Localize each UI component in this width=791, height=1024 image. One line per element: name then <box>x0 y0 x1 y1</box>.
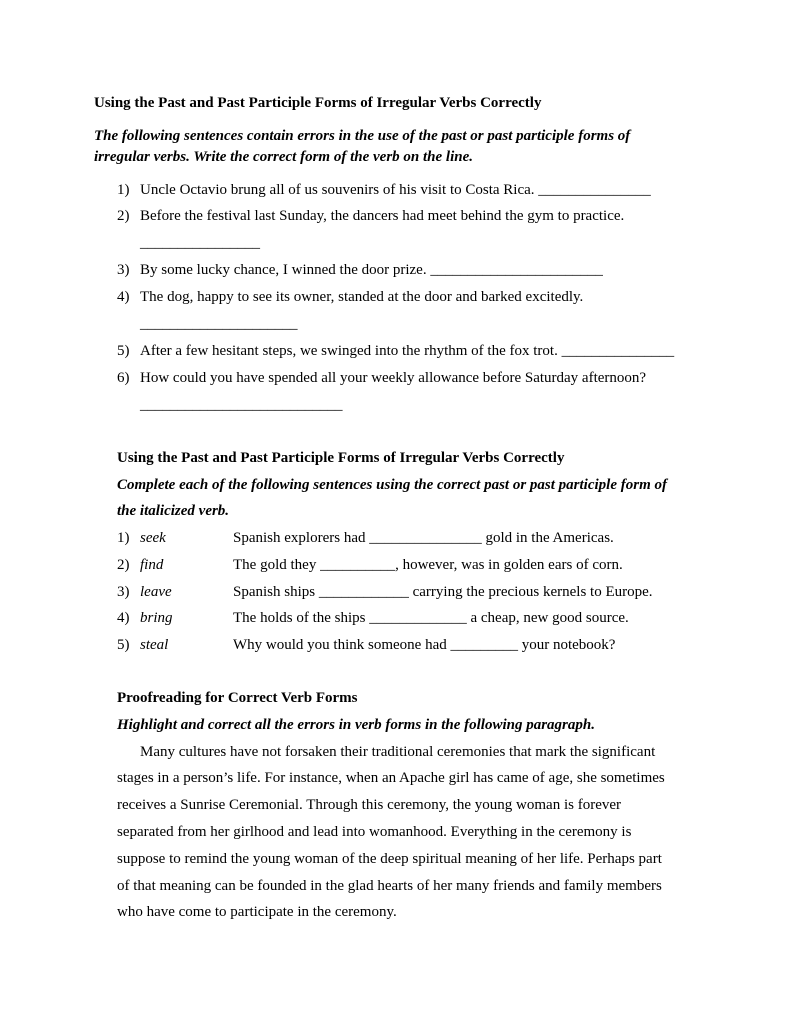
item-sentence: By some lucky chance, I winned the door prize. _______________________ <box>140 262 603 278</box>
item-sentence: How could you have spended all your weekly allowance before Saturday afternoon? <box>140 370 647 386</box>
answer-blank: ________________ <box>140 235 260 251</box>
item-number: 6) <box>117 370 130 386</box>
paragraph-line: of that meaning can be founded in the glad hearts of her many friends and family members <box>117 878 662 894</box>
item-sentence: Spanish ships ____________ carrying the precious kernels to Europe. <box>233 584 653 600</box>
item-number: 4) <box>117 610 130 626</box>
section2-heading: Using the Past and Past Participle Forms of Irregular Verbs Correctly <box>117 450 565 466</box>
item-number: 4) <box>117 289 130 305</box>
section3-instruction: Highlight and correct all the errors in verb forms in the following paragraph. <box>117 717 595 733</box>
item-verb: seek <box>140 530 166 546</box>
item-number: 5) <box>117 343 130 359</box>
paragraph-line: receives a Sunrise Ceremonial. Through this ceremony, the young woman is forever <box>117 797 622 813</box>
item-number: 3) <box>117 584 130 600</box>
section1-heading: Using the Past and Past Participle Forms of Irregular Verbs Correctly <box>94 95 542 111</box>
item-sentence: Uncle Octavio brung all of us souvenirs of his visit to Costa Rica. _______________ <box>140 182 651 198</box>
item-number: 2) <box>117 208 130 224</box>
section3-heading: Proofreading for Correct Verb Forms <box>117 690 358 706</box>
item-verb: steal <box>140 637 169 653</box>
paragraph-line: who have come to participate in the ceremony. <box>117 904 397 920</box>
item-sentence: After a few hesitant steps, we swinged into the rhythm of the fox trot. _______________ <box>140 343 675 359</box>
item-number: 1) <box>117 182 130 198</box>
paragraph-line: stages in a person’s life. For instance, when an Apache girl has came of age, she sometimes <box>117 770 665 786</box>
answer-blank: _____________________ <box>140 316 298 332</box>
paragraph-line: separated from her girlhood and lead into womanhood. Everything in the ceremony is <box>117 824 632 840</box>
item-number: 5) <box>117 637 130 653</box>
section2-instruction-line2: the italicized verb. <box>117 503 230 519</box>
item-sentence: Spanish explorers had _______________ gold in the Americas. <box>233 530 614 546</box>
section2-instruction-line1: Complete each of the following sentences using the correct past or past participle form of <box>117 477 667 493</box>
item-verb: find <box>140 557 164 573</box>
item-number: 3) <box>117 262 130 278</box>
item-sentence: The dog, happy to see its owner, standed at the door and barked excitedly. <box>140 289 584 305</box>
item-number: 1) <box>117 530 130 546</box>
answer-blank: ___________________________ <box>140 397 343 413</box>
item-number: 2) <box>117 557 130 573</box>
item-verb: leave <box>140 584 172 600</box>
section1-instruction-line1: The following sentences contain errors in the use of the past or past participle forms of <box>94 128 631 144</box>
item-sentence: Before the festival last Sunday, the dancers had meet behind the gym to practice. <box>140 208 625 224</box>
section1-instruction-line2: irregular verbs. Write the correct form of the verb on the line. <box>94 149 474 165</box>
item-sentence: Why would you think someone had _________ your notebook? <box>233 637 616 653</box>
item-verb: bring <box>140 610 173 626</box>
item-sentence: The holds of the ships _____________ a cheap, new good source. <box>233 610 629 626</box>
item-sentence: The gold they __________, however, was in golden ears of corn. <box>233 557 623 573</box>
paragraph-line: Many cultures have not forsaken their traditional ceremonies that mark the significant <box>140 744 656 760</box>
paragraph-line: suppose to remind the young woman of the deep spiritual meaning of her life. Perhaps part <box>117 851 662 867</box>
